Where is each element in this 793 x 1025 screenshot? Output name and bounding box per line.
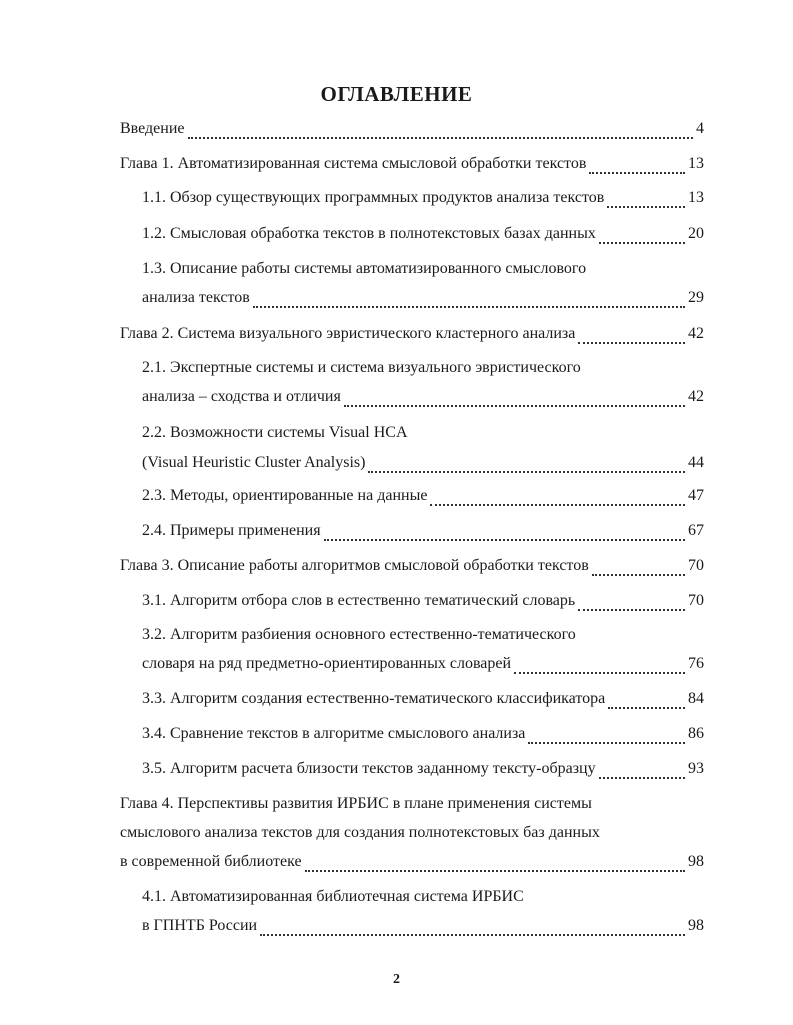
toc-page-number: 98 xyxy=(688,917,704,934)
toc-entry-chapter-2[interactable] xyxy=(120,323,704,345)
toc-entry-introduction[interactable] xyxy=(120,118,704,140)
toc-entry-text: (Visual Heuristic Cluster Analysis) xyxy=(142,454,366,471)
toc-entry-section-3-1[interactable] xyxy=(142,590,704,612)
toc-entry-section-1-3[interactable] xyxy=(142,287,704,309)
toc-page-number: 42 xyxy=(688,388,704,405)
dot-leader xyxy=(430,492,685,506)
toc-page-number: 98 xyxy=(688,853,704,870)
toc-entry-section-4-1-line1: 4.1. Автоматизированная библиотечная система ИРБИС xyxy=(142,888,524,905)
toc-entry-section-3-2[interactable] xyxy=(142,653,704,675)
dot-leader xyxy=(324,527,685,541)
toc-page-number: 86 xyxy=(688,725,704,742)
toc-entry-section-1-1[interactable] xyxy=(142,187,704,209)
toc-entry-text: 1.2. Смысловая обработка текстов в полнотекстовых базах данных xyxy=(142,225,596,242)
toc-entry-chapter-4[interactable] xyxy=(120,851,704,873)
dot-leader xyxy=(368,459,685,473)
toc-page-number: 29 xyxy=(688,289,704,306)
toc-entry-section-3-4[interactable] xyxy=(142,723,704,745)
toc-page-number: 44 xyxy=(688,454,704,471)
toc-entry-text: Глава 3. Описание работы алгоритмов смысловой обработки текстов xyxy=(120,557,589,574)
page-title: ОГЛАВЛЕНИЕ xyxy=(320,82,473,106)
toc-entry-section-1-2[interactable] xyxy=(142,223,704,245)
dot-leader xyxy=(344,393,685,407)
toc-page-number: 47 xyxy=(688,487,704,504)
toc-entry-section-3-5[interactable] xyxy=(142,758,704,780)
toc-entry-text: 3.5. Алгоритм расчета близости текстов заданному тексту-образцу xyxy=(142,760,596,777)
toc-entry-chapter-4-line2: смыслового анализа текстов для создания полнотекстовых баз данных xyxy=(120,824,600,841)
toc-entry-section-2-2-line1: 2.2. Возможности системы Visual HCA xyxy=(142,424,408,441)
dot-leader xyxy=(608,695,685,709)
dot-leader xyxy=(528,730,685,744)
dot-leader xyxy=(578,597,685,611)
toc-page-number: 76 xyxy=(688,655,704,672)
toc-entry-section-3-3[interactable] xyxy=(142,688,704,710)
toc-entry-text: 3.3. Алгоритм создания естественно-тематического классификатора xyxy=(142,690,606,707)
dot-leader xyxy=(607,194,685,208)
dot-leader xyxy=(188,125,694,139)
toc-page-number: 13 xyxy=(688,155,704,172)
dot-leader xyxy=(578,330,685,344)
toc-entry-text: в современной библиотеке xyxy=(120,853,302,870)
toc-entry-chapter-1[interactable] xyxy=(120,153,704,175)
toc-entry-text: 1.1. Обзор существующих программных продуктов анализа текстов xyxy=(142,189,605,206)
toc-page-number: 67 xyxy=(688,522,704,539)
toc-page-number: 84 xyxy=(688,690,704,707)
toc-entry-chapter-4-line1: Глава 4. Перспективы развития ИРБИС в плане применения системы xyxy=(120,795,592,812)
toc-page-number: 13 xyxy=(688,189,704,206)
dot-leader xyxy=(305,858,685,872)
toc-entry-section-2-3[interactable] xyxy=(142,485,704,507)
toc-entry-text: 2.3. Методы, ориентированные на данные xyxy=(142,487,428,504)
toc-entry-section-1-3-line1: 1.3. Описание работы системы автоматизированного смыслового xyxy=(142,260,587,277)
toc-page-number: 70 xyxy=(688,557,704,574)
toc-entry-text: Введение xyxy=(120,120,185,137)
toc-page-number: 93 xyxy=(688,760,704,777)
toc-entry-text: анализа – сходства и отличия xyxy=(142,388,341,405)
dot-leader xyxy=(599,230,685,244)
dot-leader xyxy=(589,160,685,174)
toc-page-number: 70 xyxy=(688,592,704,609)
toc-page-number: 20 xyxy=(688,225,704,242)
toc-entry-text: в ГПНТБ России xyxy=(142,917,258,934)
toc-entry-section-4-1[interactable] xyxy=(142,915,704,937)
toc-entry-section-2-4[interactable] xyxy=(142,520,704,542)
toc-entry-text: Глава 1. Автоматизированная система смысловой обработки текстов xyxy=(120,155,587,172)
toc-entry-section-2-1[interactable] xyxy=(142,386,704,408)
toc-entry-section-2-1-line1: 2.1. Экспертные системы и система визуального эвристического xyxy=(142,359,581,376)
dot-leader xyxy=(599,765,685,779)
toc-entry-section-3-2-line1: 3.2. Алгоритм разбиения основного естественно-тематического xyxy=(142,626,576,643)
toc-entry-section-2-2[interactable] xyxy=(142,452,704,474)
dot-leader xyxy=(260,922,685,936)
toc-entry-chapter-3[interactable] xyxy=(120,555,704,577)
toc-entry-text: словаря на ряд предметно-ориентированных словарей xyxy=(142,655,512,672)
toc-page-number: 4 xyxy=(696,120,704,137)
toc-entry-text: Глава 2. Система визуального эвристического кластерного анализа xyxy=(120,325,576,342)
toc-entry-text: 3.4. Сравнение текстов в алгоритме смыслового анализа xyxy=(142,725,526,742)
dot-leader xyxy=(514,660,685,674)
dot-leader xyxy=(592,562,685,576)
toc-entry-text: 2.4. Примеры применения xyxy=(142,522,321,539)
toc-entry-text: анализа текстов xyxy=(142,289,250,306)
dot-leader xyxy=(253,294,685,308)
page-number: 2 xyxy=(393,972,400,987)
toc-entry-text: 3.1. Алгоритм отбора слов в естественно тематический словарь xyxy=(142,592,576,609)
toc-page-number: 42 xyxy=(688,325,704,342)
